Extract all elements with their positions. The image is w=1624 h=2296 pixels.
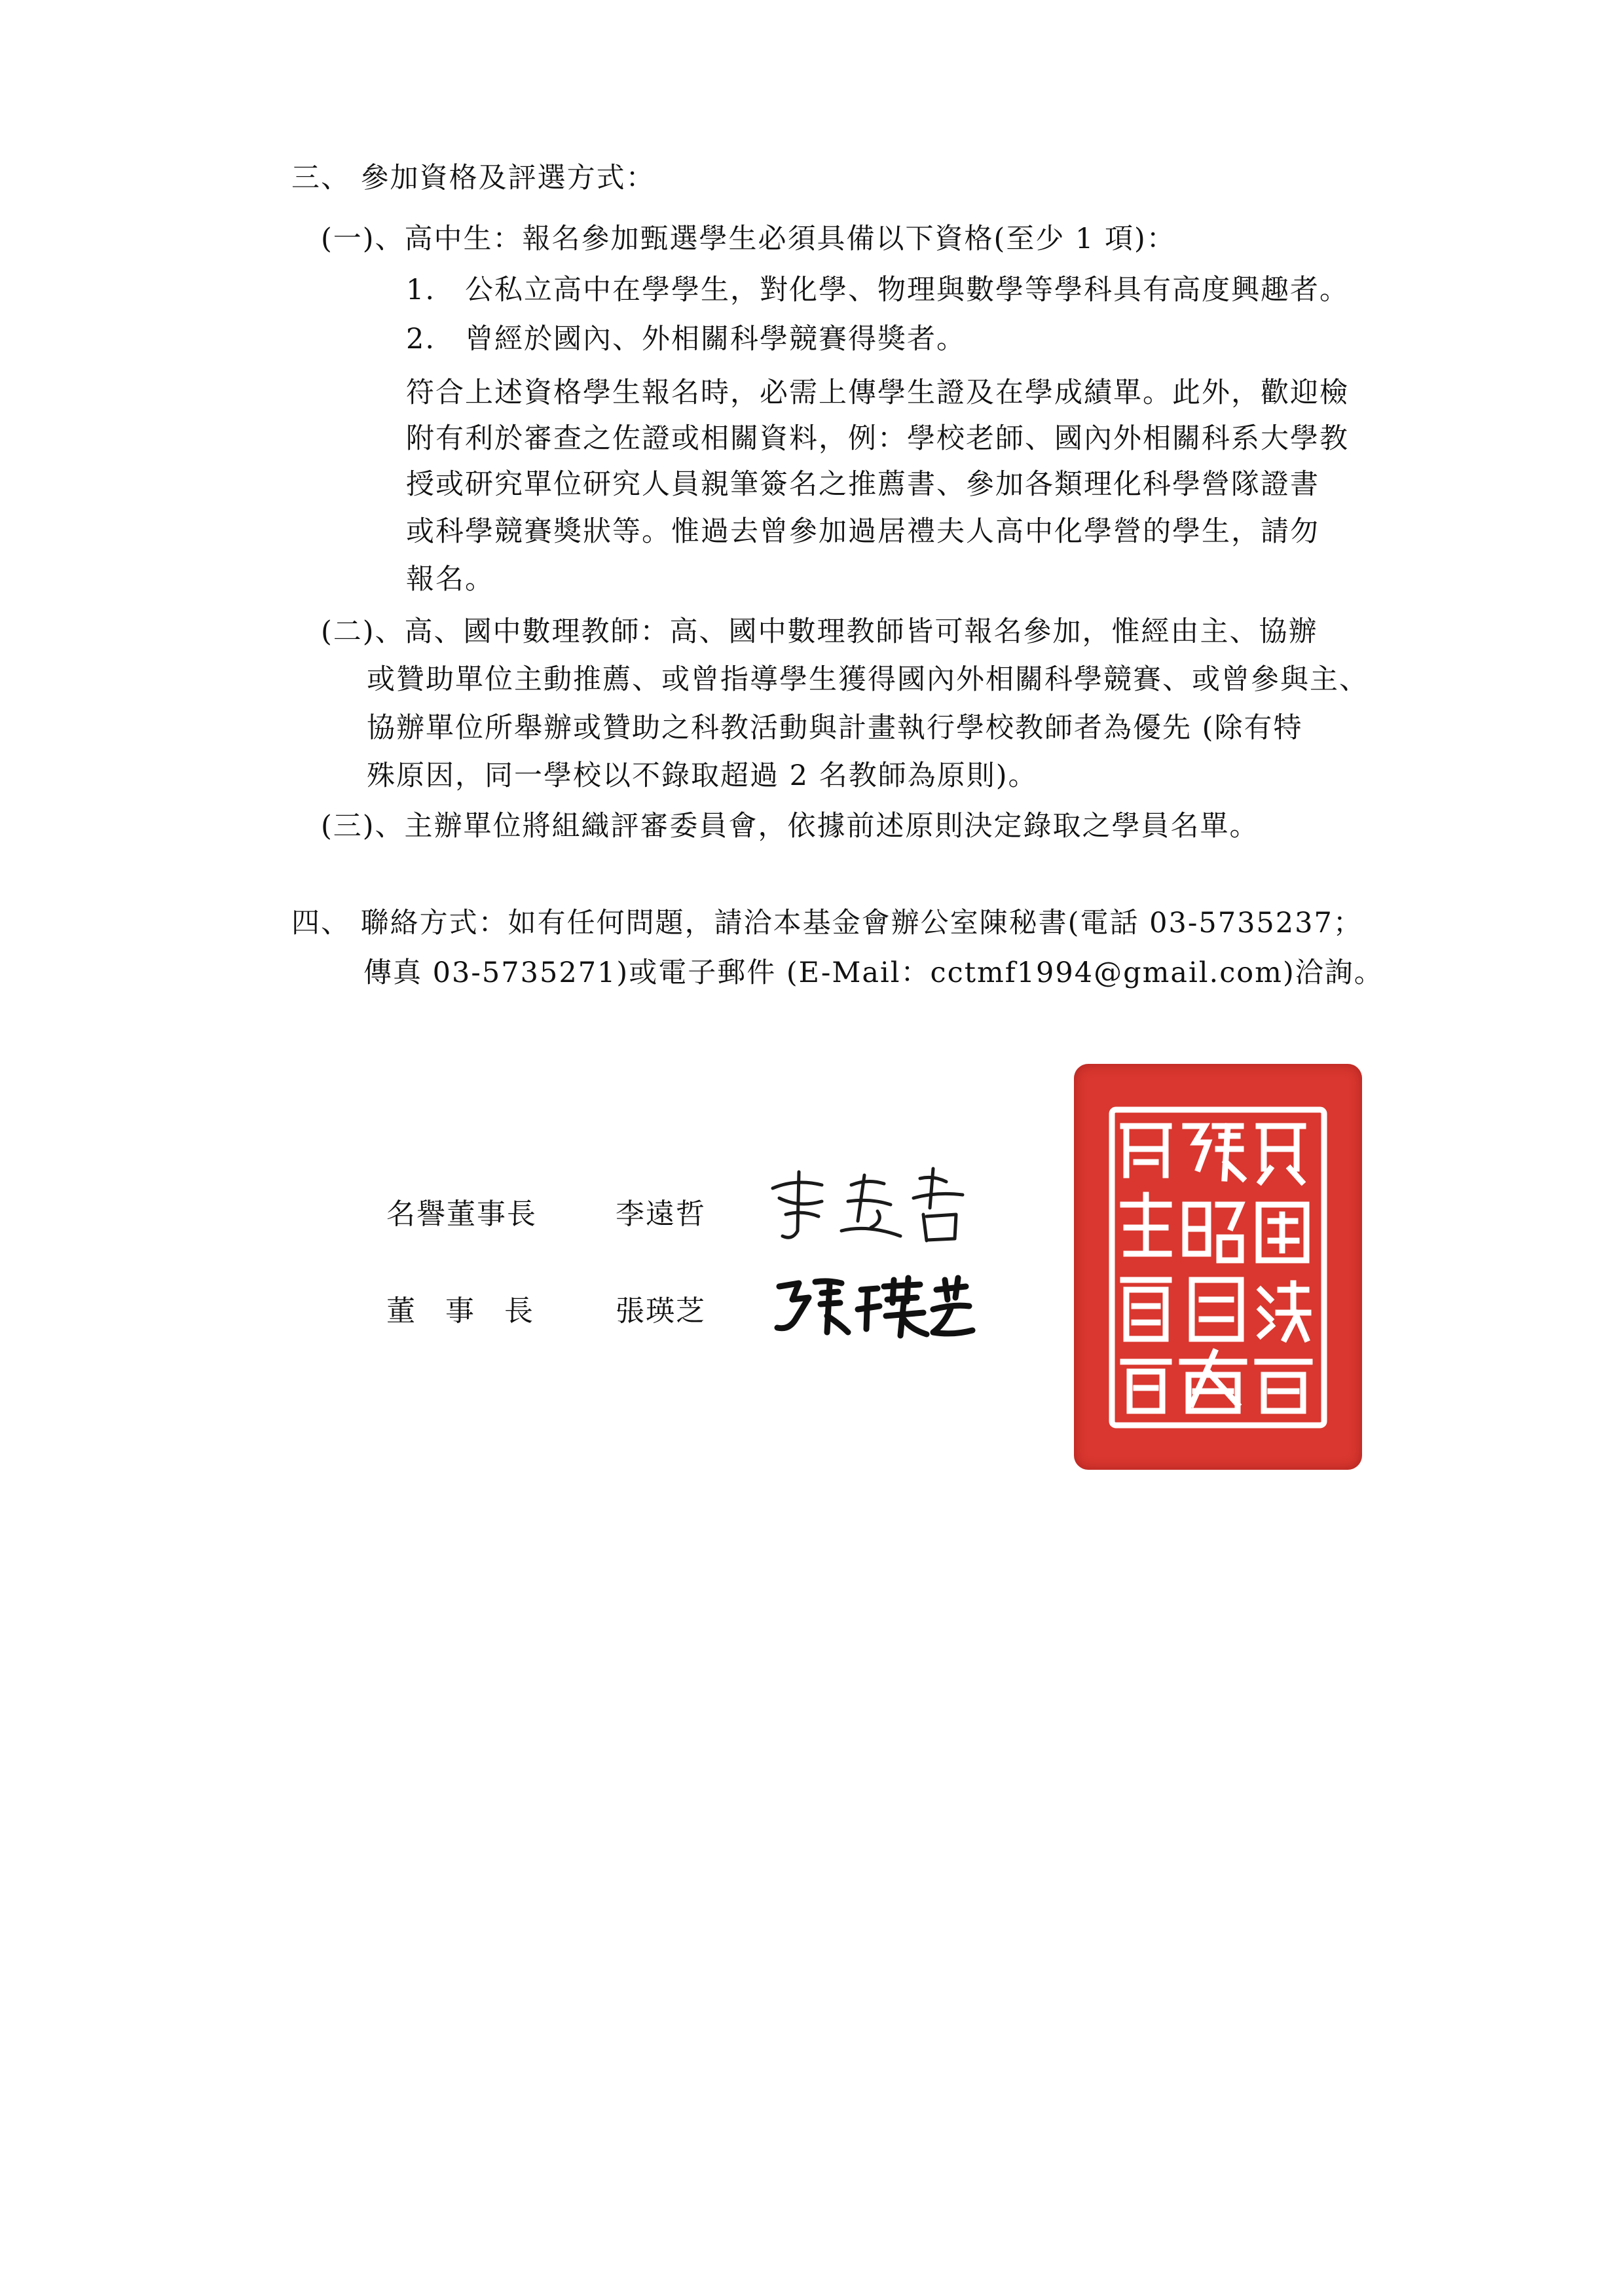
chair-title: 董事長 [386,1294,563,1328]
honorary-chair-signature [760,1159,982,1250]
honorary-chair-name: 李遠哲 [616,1197,706,1231]
item1-note-line: 或科學競賽獎狀等。惟過去曾參加過居禮夫人高中化學營的學生，請勿 [406,515,1320,548]
section3-heading: 三、 參加資格及評選方式： [291,162,655,194]
item3-text: (三)、主辦單位將組織評審委員會，依據前述原則決定錄取之學員名單。 [321,810,1259,843]
item1-note-line: 符合上述資格學生報名時，必需上傳學生證及在學成績單。此外，歡迎檢 [406,376,1349,409]
chair-name: 張瑛芝 [616,1294,706,1328]
item2-line: 殊原因，同一學校以不錄取超過 2 名教師為原則)。 [367,759,1038,792]
foundation-seal [1074,1064,1362,1470]
honorary-chair-title: 名譽董事長 [386,1197,537,1231]
item2-line: (二)、高、國中數理教師：高、國中數理教師皆可報名參加，惟經由主、協辦 [321,615,1318,648]
item1-label: (一)、高中生：報名參加甄選學生必須具備以下資格(至少 1 項)： [321,223,1176,255]
chair-signature [769,1270,979,1342]
item1-note-line: 附有利於審查之佐證或相關資料，例：學校老師、國內外相關科系大學教 [406,422,1349,455]
item1-note-line: 報名。 [406,563,494,596]
item2-line: 協辦單位所舉辦或贊助之科教活動與計畫執行學校教師者為優先 (除有特 [367,712,1303,744]
item1-requirement-2: 2. 曾經於國內、外相關科學競賽得獎者。 [406,323,967,355]
section4-line2: 傳真 03-5735271)或電子郵件 (E-Mail：cctmf1994@gmail.com)洽詢。 [363,957,1384,989]
item1-requirement-1: 1. 公私立高中在學學生，對化學、物理與數學等學科具有高度興趣者。 [406,274,1350,306]
section4-line1: 四、 聯絡方式：如有任何問題，請洽本基金會辦公室陳秘書(電話 03-5735237； [291,907,1363,939]
item1-note-line: 授或研究單位研究人員親筆簽名之推薦書、參加各類理化科學營隊證書 [406,468,1320,501]
item2-line: 或贊助單位主動推薦、或曾指導學生獲得國內外相關科學競賽、或曾參與主、 [367,663,1369,696]
